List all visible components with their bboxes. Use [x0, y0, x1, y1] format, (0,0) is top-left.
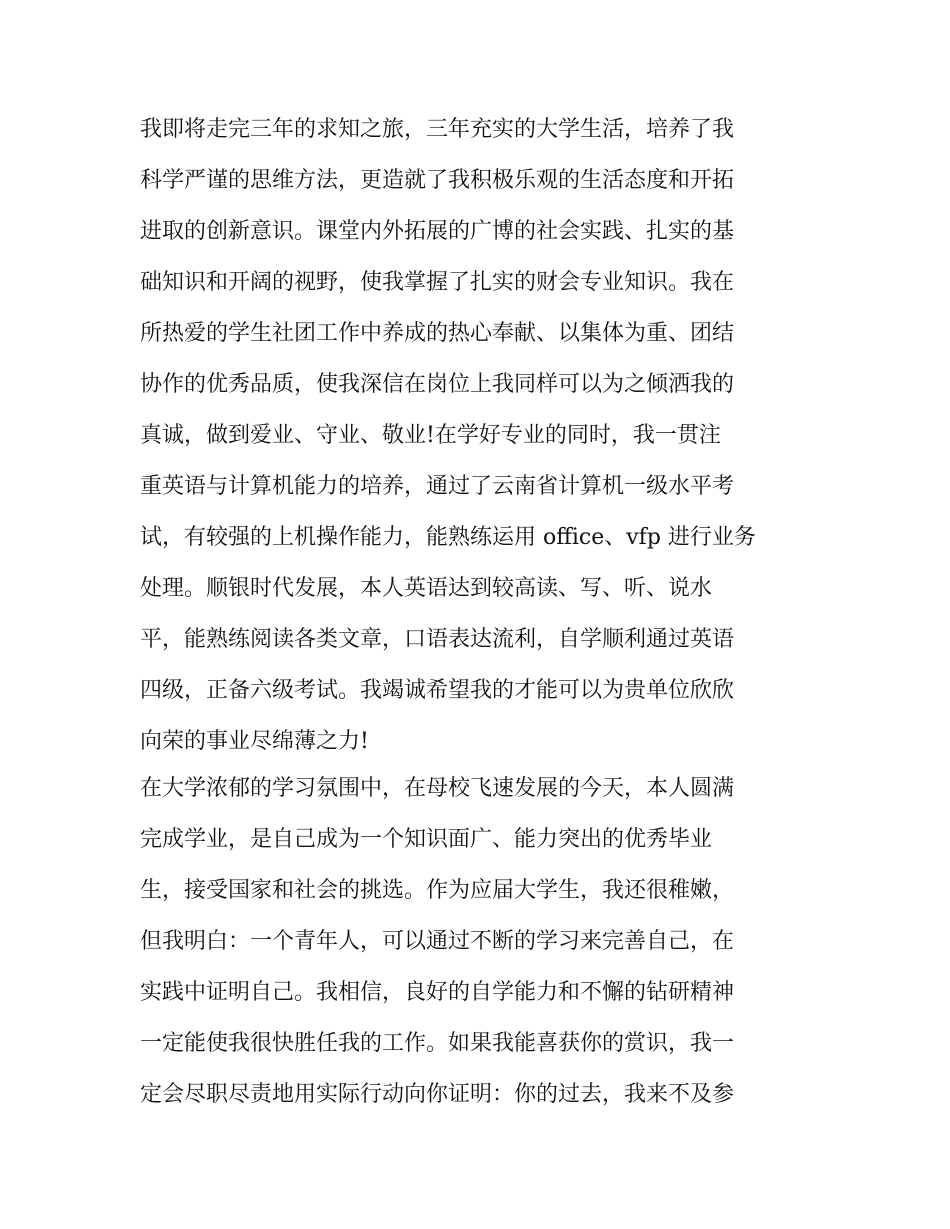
paragraph-line: 一定能使我很快胜任我的工作。如果我能喜获你的赏识，我一	[140, 1031, 735, 1056]
paragraph-line: 四级，正备六级考试。我竭诚希望我的才能可以为贵单位欣欣	[140, 678, 735, 703]
paragraph-line: 平，能熟练阅读各类文章，口语表达流利，自学顺利通过英语	[140, 627, 735, 652]
paragraph-2	[140, 763, 820, 1120]
paragraph-line: 实践中证明自己。我相信，良好的自学能力和不懈的钻研精神	[140, 980, 735, 1005]
paragraph-line: 定会尽职尽责地用实际行动向你证明：你的过去，我来不及参	[140, 1082, 735, 1107]
paragraph-line: 协作的优秀品质，使我深信在岗位上我同样可以为之倾洒我的	[140, 372, 735, 397]
paragraph-line: 重英语与计算机能力的培养，通过了云南省计算机一级水平考	[140, 474, 735, 499]
paragraph-line: 处理。顺银时代发展，本人英语达到较高读、写、听、说水	[140, 576, 713, 601]
paragraph-line: 我即将走完三年的求知之旅，三年充实的大学生活，培养了我	[140, 117, 735, 142]
paragraph-line: 生，接受国家和社会的挑选。作为应届大学生，我还很稚嫩，	[140, 878, 735, 903]
paragraph-line: 在大学浓郁的学习氛围中，在母校飞速发展的今天，本人圆满	[140, 776, 735, 801]
paragraph-line: 完成学业，是自己成为一个知识面广、能力突出的优秀毕业	[140, 827, 713, 852]
paragraph-line: 础知识和开阔的视野，使我掌握了扎实的财会专业知识。我在	[140, 270, 735, 295]
paragraph-line: 但我明白：一个青年人，可以通过不断的学习来完善自己，在	[140, 929, 735, 954]
paragraph-line: 科学严谨的思维方法，更造就了我积极乐观的生活态度和开拓	[140, 168, 735, 193]
paragraph-1	[140, 104, 820, 767]
paragraph-line: 向荣的事业尽绵薄之力!	[140, 729, 369, 754]
paragraph-line: 所热爱的学生社团工作中养成的热心奉献、以集体为重、团结	[140, 321, 735, 346]
paragraph-line: 试，有较强的上机操作能力，能熟练运用 office、vfp 进行业务	[140, 525, 756, 550]
paragraph-line: 进取的创新意识。课堂内外拓展的广博的社会实践、扎实的基	[140, 219, 735, 244]
paragraph-line: 真诚，做到爱业、守业、敬业!在学好专业的同时，我一贯注	[140, 423, 721, 448]
